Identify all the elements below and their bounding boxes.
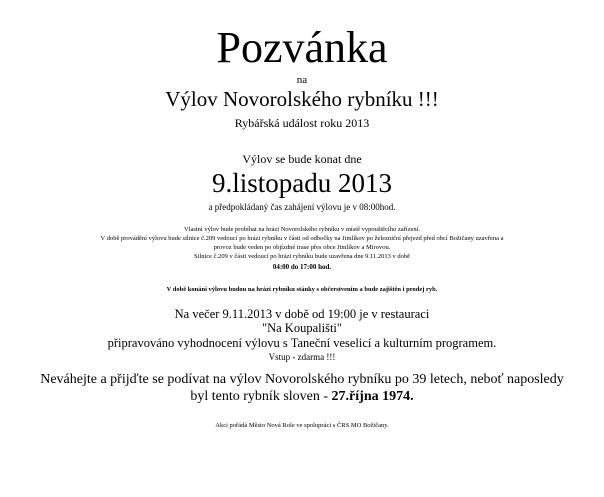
detail-line-3: provoz bude veden po objízdné trase přes obce Jimlíkov a Mírovou.: [213, 244, 391, 251]
invitation-title: Pozvánka: [216, 23, 388, 72]
connector-na: na: [296, 74, 308, 86]
detail-line-4: Silnice č.209 v části vedoucí po hrázi rybníku bude uzavřena dne 9.11.2013 v době: [193, 253, 410, 260]
closure-time: 04:00 do 17:00 hod.: [272, 263, 332, 271]
detail-line-2: V době provádění výlovu bude silnice č.209 vedoucí po hrázi rybníku v části od odbočky na Jimlíkov po železniční přejezd před obcí Božičany uzavřena a: [100, 235, 504, 242]
date-intro: Výlov se bude konat dne: [242, 152, 362, 166]
event-name: Výlov Novorolského rybníku !!!: [165, 87, 439, 111]
organizer-footer: Akci pořádá Město Nová Role ve spolupráci s ČRS MO Božičany.: [215, 422, 389, 429]
detail-line-1: Vlastní výlov bude probíhat na hrázi Novorolského rybníku v místě vypouštěcího zařízení.: [183, 226, 421, 233]
last-fishing-date: 27.října 1974.: [331, 389, 414, 404]
closing-line-1: Neváhejte a přijďte se podívat na výlov Novorolského rybníku po 39 letech, neboť naposledy: [40, 372, 564, 387]
evening-program: připravováno vyhodnocení výlovu s Taneční veselicí a kulturním programem.: [107, 336, 497, 350]
closing-line-2: [0, 390, 604, 404]
venue-name: "Na Koupališti": [262, 321, 342, 335]
start-time-note: a předpokládaný čas zahájení výlovu je v 08:00hod.: [208, 202, 396, 212]
closing-line-2-text: byl tento rybník sloven -: [190, 389, 332, 404]
event-subtitle: Rybářská událost roku 2013: [234, 116, 370, 130]
evening-line: Na večer 9.11.2013 v době od 19:00 je v restauraci: [174, 307, 430, 321]
stalls-note: V době konání výlovu budou na hrázi rybníku stánky s občerstvením a bude zajištěn i prodej ryb.: [166, 286, 438, 293]
entry-note: Vstup - zdarma !!!: [268, 352, 336, 362]
event-date: 9.listopadu 2013: [212, 168, 392, 198]
